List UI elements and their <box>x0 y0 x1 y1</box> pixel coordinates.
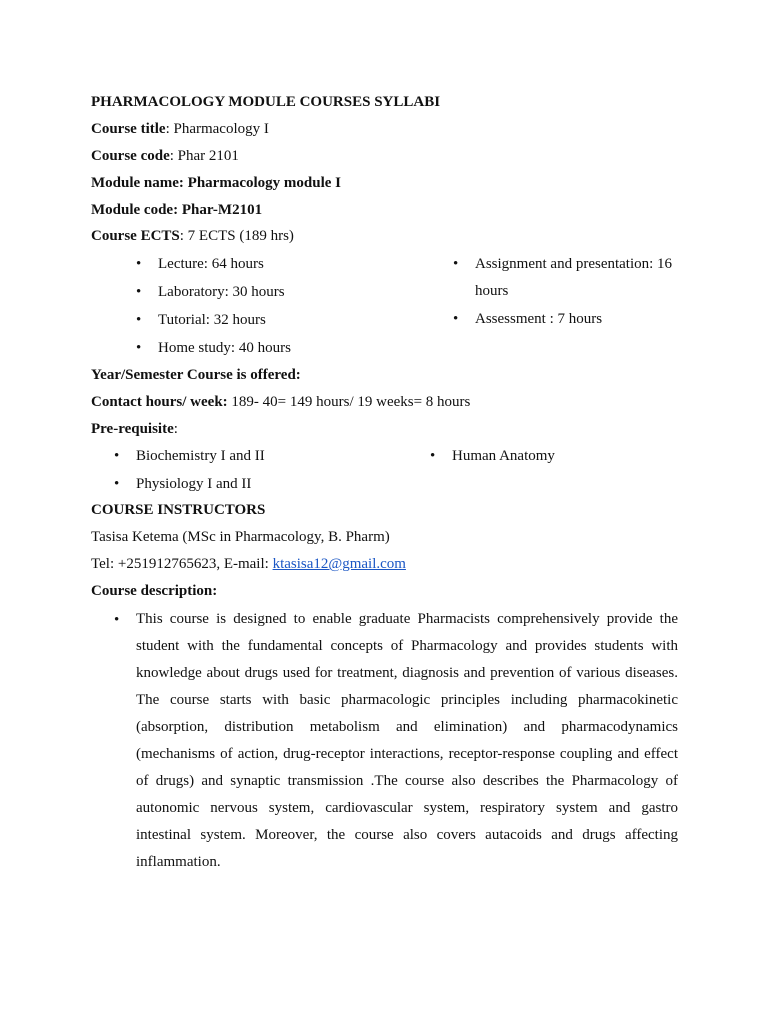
bullet-icon: • <box>114 476 120 492</box>
course-code-value: : Phar 2101 <box>169 148 239 164</box>
bullet-icon: • <box>136 312 142 328</box>
bullet-icon: • <box>114 448 120 464</box>
module-name-label: Module name <box>91 175 179 191</box>
contact-hours-label: Contact hours/ week: <box>91 394 228 410</box>
ects-value: : 7 ECTS (189 hrs) <box>179 228 294 244</box>
instructors-heading: COURSE INSTRUCTORS <box>91 502 266 518</box>
bullet-icon: • <box>114 612 120 628</box>
module-code-line <box>91 200 262 220</box>
instructor-email-link[interactable]: ktasisa12@gmail.com <box>272 556 406 572</box>
course-title-label: Course title <box>91 121 166 137</box>
description-label-line <box>91 581 217 601</box>
bullet-icon: • <box>136 284 142 300</box>
contact-hours-line <box>91 392 470 412</box>
course-title-line <box>91 119 269 139</box>
doc-title: PHARMACOLOGY MODULE COURSES SYLLABI <box>91 94 441 110</box>
document-page: PHARMACOLOGY MODULE COURSES SYLLABI Course title: Pharmacology I Course code: Phar 2101 Module name: Pharmacology module I Module code: Phar-M2101 Course ECTS: 7 ECTS (189 hrs) • Lecture: 64 hours • Laboratory: 30 hours • Tutorial: 32 hours • Home study: 40 hours • Assignment and presentation: 16 hours • Assessment : 7 hours Year/Semester Course is offered: Contact hours/ week: 189- 40= 149 hours/ 19 weeks= 8 hours Pre-requisite: • Biochemistry I and II • Physiology I and II • Human Anatomy COURSE INSTRUCTORS Tasisa Ketema (MSc in Pharmacology, B. Pharm) Tel: +251912765623, E-mail: ktasisa12@gmail.com Course description: • This course is designed to enable graduate Pharmacists comprehensively provide the student with the fundamental concepts of Pharmacology and provides students with knowledge about drugs used for treatment, diagnosis and prevention of various diseases. The course starts with basic pharmacologic principles including pharmacokinetic (absorption, distribution metabolism and elimination) and pharmacodynamics (mechanisms of action, drug-receptor interactions, receptor-response coupling and effect of drugs) and synaptic transmission .The course also describes the Pharmacology of autonomic nervous system, cardiovascular system, respiratory system and gastro intestinal system. Moreover, the course also covers autacoids and drugs affecting inflammation. <box>0 0 768 1024</box>
bullet-icon: • <box>453 256 459 272</box>
course-code-label: Course code <box>91 148 170 164</box>
bullet-icon: • <box>136 256 142 272</box>
bullet-icon: • <box>453 311 459 327</box>
year-semester-line: Year/Semester Course is offered: <box>91 367 301 383</box>
course-description: This course is designed to enable graduate Pharmacists comprehensively provide the student with the fundamental concepts of Pharmacology and provides students with knowledge about drugs used for treatment, diagnosis and prevention of various diseases. The course starts with basic pharmacologic principles including pharmacokinetic (absorption, distribution metabolism and elimination) and pharmacodynamics (mechanisms of action, drug-receptor interactions, receptor-response coupling and effect of drugs) and synaptic transmission .The course also describes the Pharmacology of autonomic nervous system, cardiovascular system, respiratory system and gastro intestinal system. Moreover, the course also covers autacoids and drugs affecting inflammation. <box>136 611 678 870</box>
bullet-icon: • <box>430 448 436 464</box>
prerequisite-label: Pre-requisite <box>91 421 174 437</box>
contact-hours-value: 189- 40= 149 hours/ 19 weeks= 8 hours <box>227 394 471 410</box>
description-label: Course description: <box>91 583 218 599</box>
prerequisite-line: Pre-requisite: <box>91 421 178 437</box>
ects-label: Course ECTS <box>91 228 180 244</box>
ects-line <box>91 226 294 246</box>
module-name-value: : Pharmacology module I <box>178 175 341 191</box>
instructor-tel: Tel: +251912765623, E-mail: <box>91 556 273 572</box>
course-code-line <box>91 146 239 166</box>
instructor-contact-line <box>91 554 406 574</box>
bullet-icon: • <box>136 340 142 356</box>
instructor-name: Tasisa Ketema (MSc in Pharmacology, B. Pharm) <box>91 529 390 545</box>
module-code-label: Module code: Phar-M2101 <box>91 202 263 218</box>
course-title-value: : Pharmacology I <box>165 121 269 137</box>
module-name-line <box>91 173 341 193</box>
